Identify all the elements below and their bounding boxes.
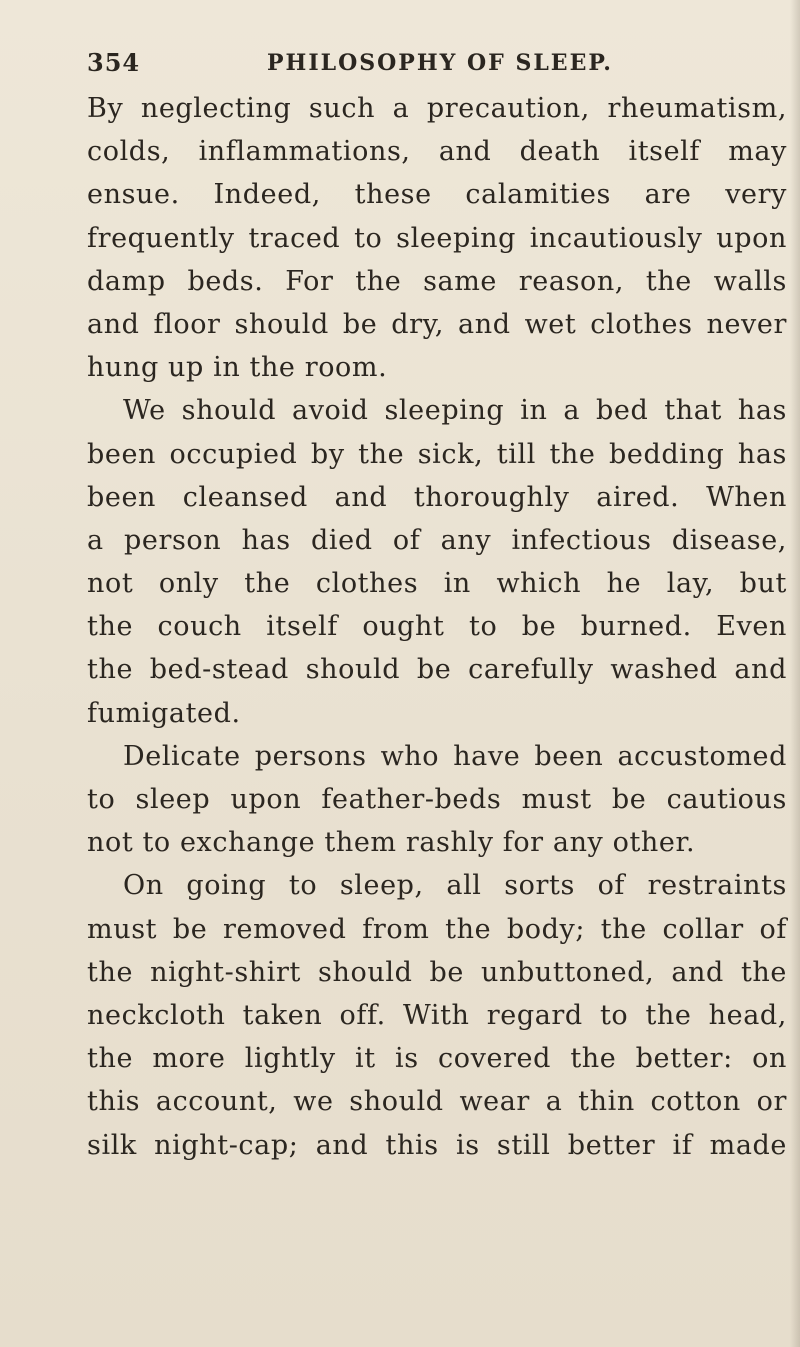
text-line: Delicate persons who have been accustomed [123, 740, 787, 772]
text-line: silk night-cap; and this is still better if made [87, 1129, 787, 1161]
page-number: 354 [87, 48, 141, 77]
text-line: not to exchange them rashly for any other. [87, 827, 696, 859]
text-line: a person has died of any infectious disease, [87, 524, 787, 556]
text-line: the bed-stead should be carefully washed and [87, 654, 787, 686]
running-title: PHILOSOPHY OF SLEEP. [267, 50, 613, 76]
text-line: On going to sleep, all sorts of restraints [123, 870, 787, 902]
text-line: to sleep upon feather-beds must be cautious [87, 784, 787, 815]
text-line: hung up in the room. [87, 352, 388, 384]
text-line: the more lightly it is covered the better: on [87, 1043, 787, 1075]
text-line: neckcloth taken off. With regard to the head, [87, 999, 787, 1031]
text-line: not only the clothes in which he lay, but [87, 568, 787, 600]
text-line: frequently traced to sleeping incautiously upon [87, 222, 787, 254]
text-line: been occupied by the sick, till the bedding has [87, 438, 787, 470]
text-line: must be removed from the body; the collar of [87, 913, 787, 945]
text-line: colds, inflammations, and death itself may [87, 136, 787, 168]
page-edge-shadow [790, 0, 800, 1347]
text-line: fumigated. [87, 697, 241, 729]
text-line: the night-shirt should be unbuttoned, and the [87, 956, 787, 988]
text-line: By neglecting such a precaution, rheumatism, [87, 93, 787, 124]
text-line: We should avoid sleeping in a bed that has [123, 395, 787, 427]
text-line: been cleansed and thoroughly aired. When [87, 481, 787, 513]
body-text [87, 87, 787, 1167]
text-line: damp beds. For the same reason, the walls [87, 265, 787, 297]
text-line: and floor should be dry, and wet clothes never [87, 308, 787, 340]
text-line: this account, we should wear a thin cotton or [87, 1086, 787, 1118]
text-line: ensue. Indeed, these calamities are very [87, 179, 787, 211]
running-head [87, 48, 687, 88]
text-line: the couch itself ought to be burned. Even [87, 611, 787, 643]
